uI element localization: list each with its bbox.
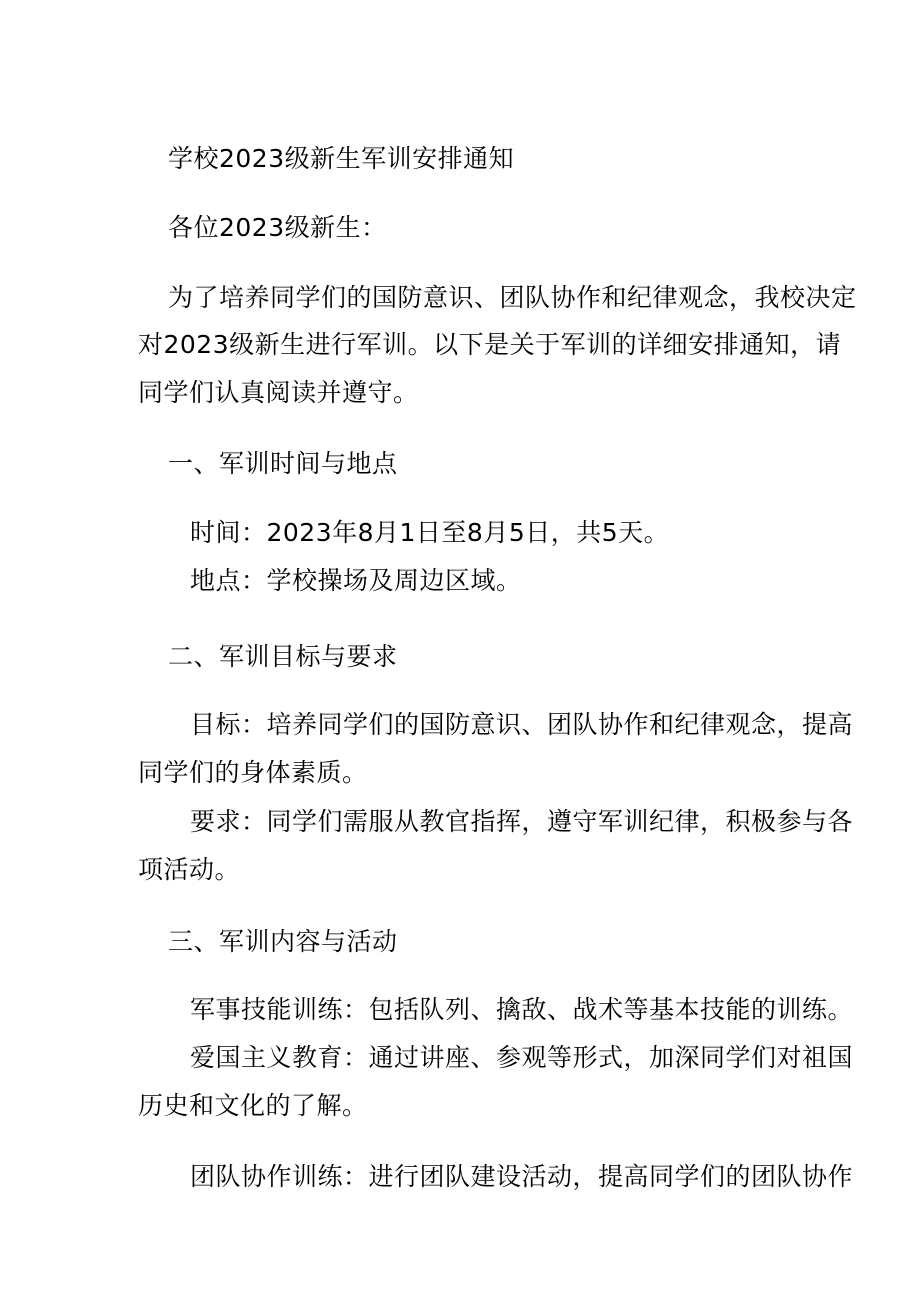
intro-line-3: 同学们认真阅读并遵守。 [138,378,419,407]
section-3-teamwork-line-1: 团队协作训练：进行团队建设活动，提高同学们的团队协作 [190,1162,854,1191]
section-3-military-skills: 军事技能训练：包括队列、擒敌、战术等基本技能的训练。 [190,995,854,1024]
intro-line-2: 对2023级新生进行军训。以下是关于军训的详细安排通知，请 [138,330,842,359]
section-2-goal-line-1: 目标：培养同学们的国防意识、团队协作和纪律观念，提高 [190,710,854,739]
section-2-req-line-2: 项活动。 [138,855,241,884]
section-2-heading: 二、军训目标与要求 [168,642,398,671]
section-1-time: 时间：2023年8月1日至8月5日，共5天。 [190,518,670,547]
section-3-patriotic-line-1: 爱国主义教育：通过讲座、参观等形式，加深同学们对祖国 [190,1043,854,1072]
section-3-heading: 三、军训内容与活动 [168,927,398,956]
section-1-heading: 一、军训时间与地点 [168,449,398,478]
intro-line-1: 为了培养同学们的国防意识、团队协作和纪律观念，我校决定 [168,283,857,312]
section-1-place: 地点：学校操场及周边区域。 [190,566,522,595]
section-2-goal-line-2: 同学们的身体素质。 [138,758,368,787]
salutation: 各位2023级新生： [168,213,387,242]
document-title: 学校2023级新生军训安排通知 [168,144,515,173]
section-2-req-line-1: 要求：同学们需服从教官指挥，遵守军训纪律，积极参与各 [190,807,854,836]
section-3-patriotic-line-2: 历史和文化的了解。 [138,1091,368,1120]
